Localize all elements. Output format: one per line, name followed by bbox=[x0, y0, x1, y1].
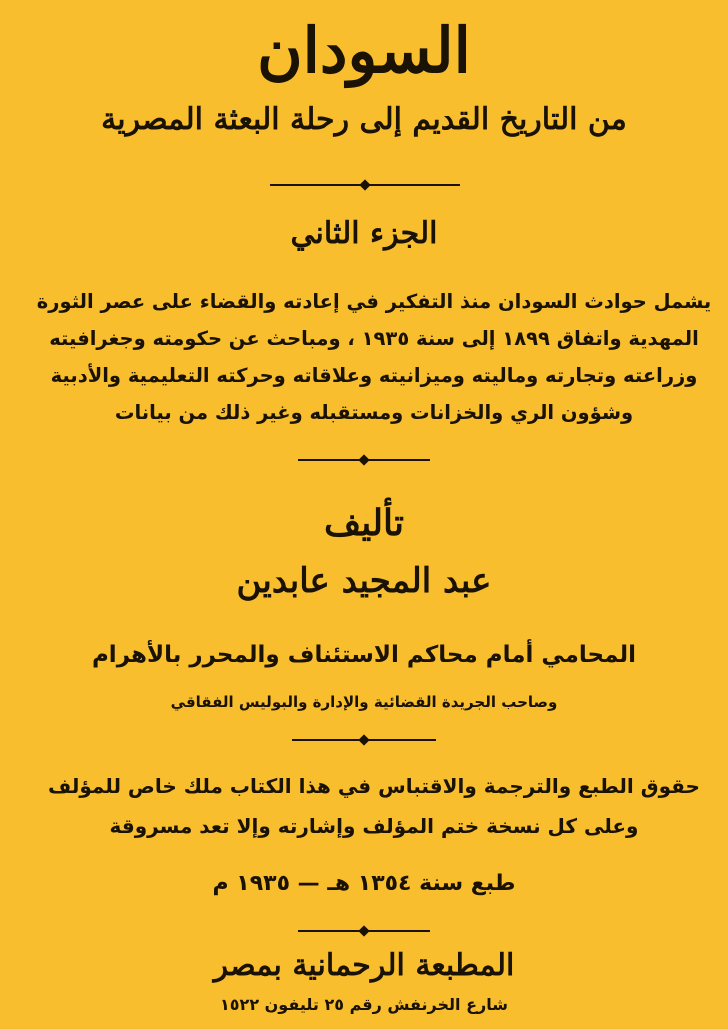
description-line: يشمل حوادث السودان منذ التفكير في إعادته والقضاء على عصر الثورة bbox=[36, 290, 712, 313]
print-date: طبع سنة ١٣٥٤ هـ — ١٩٣٥ م bbox=[212, 871, 516, 896]
divider-3 bbox=[292, 739, 436, 741]
description-line: وزراعته وتجارته وماليته وميزانيته وعلاقاته وحركته التعليمية والأدبية bbox=[50, 364, 698, 387]
authorship-label: تأليف bbox=[323, 502, 405, 544]
divider-4 bbox=[298, 930, 430, 932]
description-line: وشؤون الري والخزانات ومستقبله وغير ذلك من بيانات bbox=[114, 401, 634, 424]
book-subtitle: من التاريخ القديم إلى رحلة البعثة المصرية bbox=[101, 102, 627, 137]
copyright-line: حقوق الطبع والترجمة والاقتباس في هذا الكتاب ملك خاص للمؤلف bbox=[48, 774, 700, 798]
description-line: المهدية واتفاق ١٨٩٩ إلى سنة ١٩٣٥ ، ومباحث عن حكومته وجغرافيته bbox=[49, 327, 699, 350]
author-name: عبد المجيد عابدين bbox=[236, 561, 492, 601]
copyright-line: وعلى كل نسخة ختم المؤلف وإشارته وإلا تعد مسروقة bbox=[109, 814, 639, 838]
description bbox=[36, 283, 712, 431]
part-label: الجزء الثاني bbox=[290, 216, 438, 251]
author-role: المحامي أمام محاكم الاستئناف والمحرر بالأهرام bbox=[91, 642, 637, 668]
copyright-notice bbox=[36, 766, 712, 846]
author-role-secondary: وصاحب الجريدة القضائية والإدارة والبوليس الفقاقي bbox=[170, 693, 558, 711]
publisher-address: شارع الخرنفش رقم ٢٥ تليفون ١٥٢٢ bbox=[220, 995, 508, 1014]
book-title: السودان bbox=[257, 14, 471, 87]
divider-1 bbox=[270, 184, 460, 186]
divider-2 bbox=[298, 459, 430, 461]
publisher-name: المطبعة الرحمانية بمصر bbox=[213, 948, 515, 983]
